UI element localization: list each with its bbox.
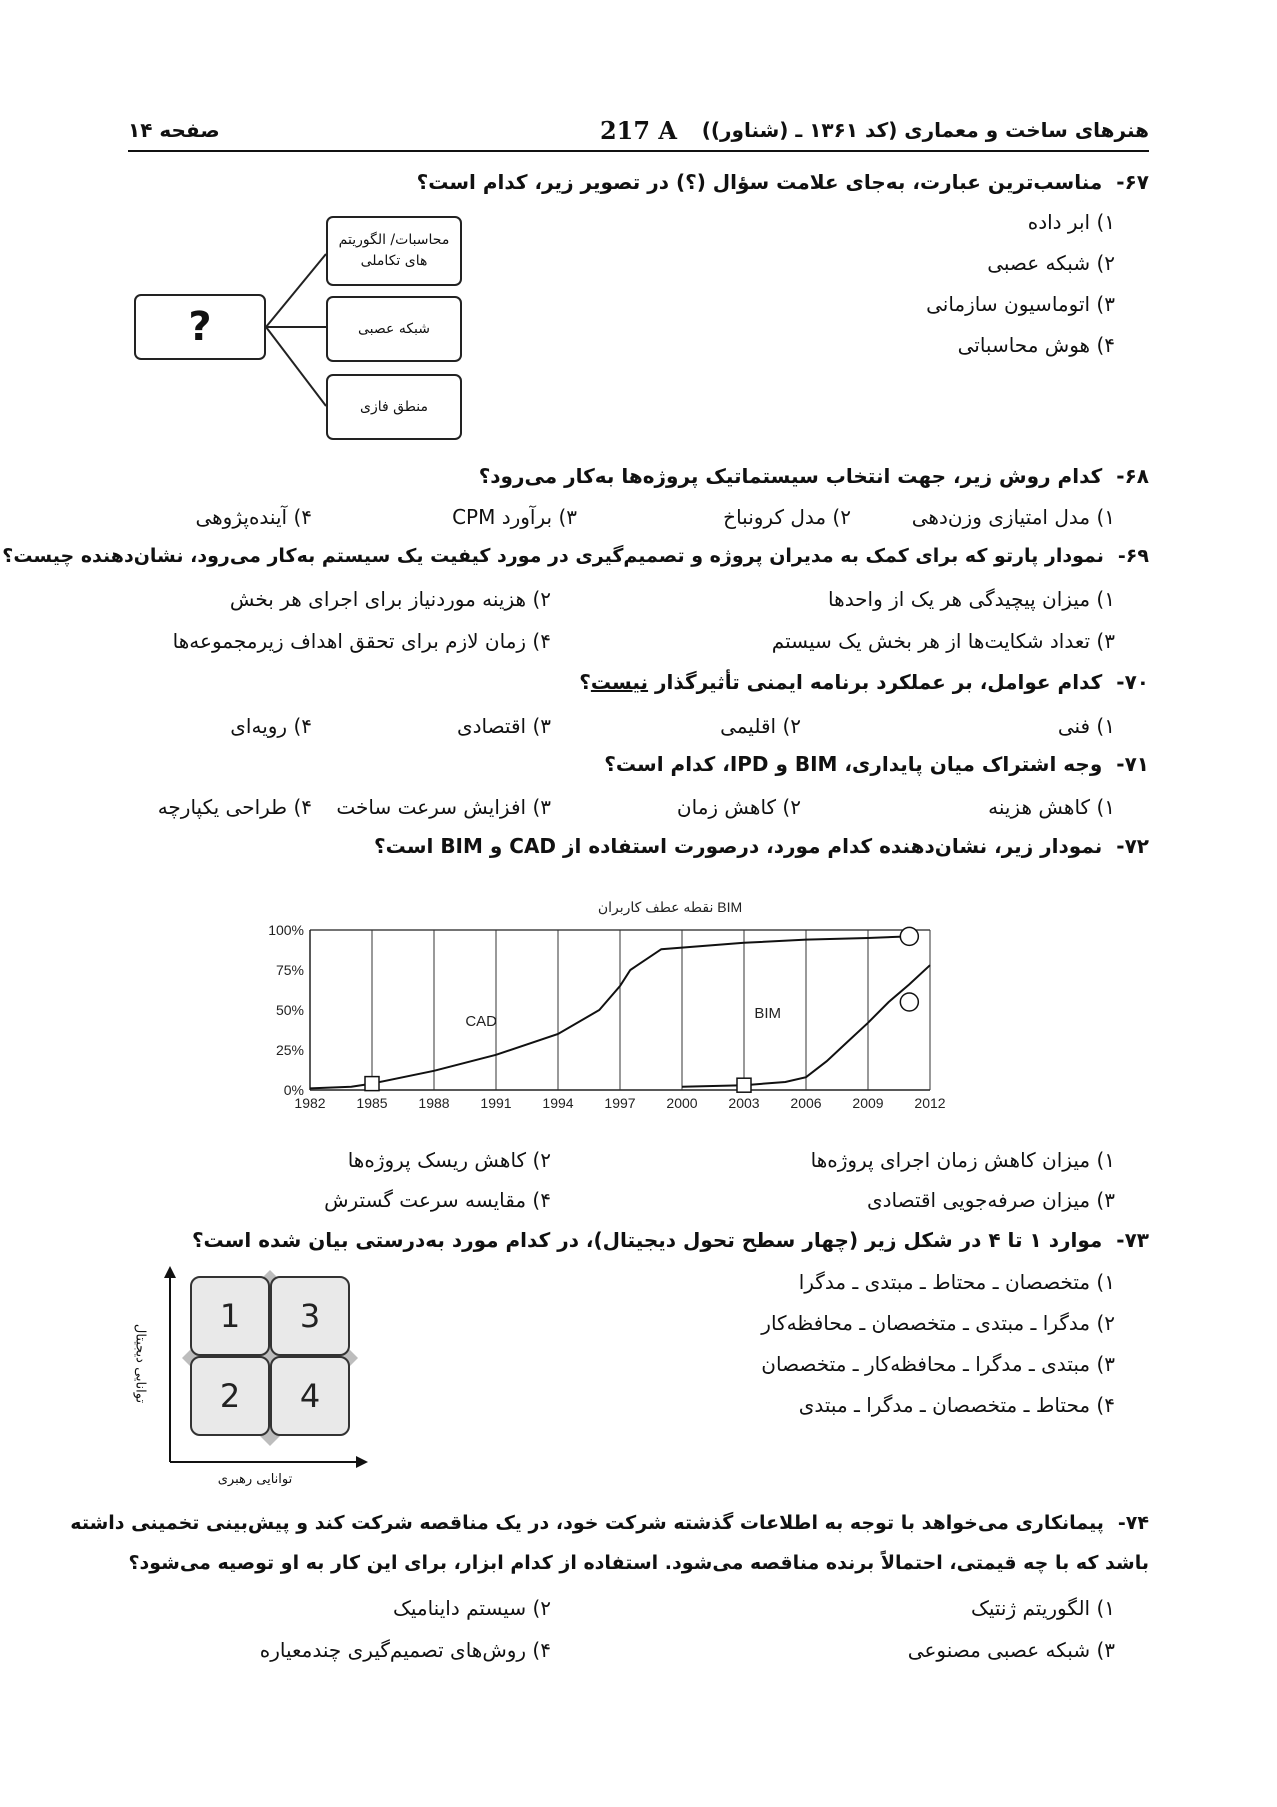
x-tick-label: 1985 [356,1095,388,1111]
option-3[interactable]: ۳) تعداد شکایت‌ها از هر بخش یک سیستم [771,629,1115,653]
y-axis-label: توانایی دیجیتال [132,1323,148,1404]
circle-marker [900,993,918,1011]
x-tick-label: 2003 [728,1095,760,1111]
question-text: موارد ۱ تا ۴ در شکل زیر (چهار سطح تحول دیجیتال)، در کدام مورد به‌درستی بیان شده است؟ [191,1228,1103,1252]
x-tick-label: 2012 [914,1095,946,1111]
x-tick-label: 1982 [294,1095,326,1111]
option-3[interactable]: ۳) اتوماسیون سازمانی [926,292,1115,316]
option-1[interactable]: ۱) کاهش هزینه [988,795,1115,819]
option-2[interactable]: ۲) مدل کرونباخ [723,505,851,529]
question-text-line1: پیمانکاری می‌خواهد با توجه به اطلاعات گذشته شرکت خود، در یک مناقصه شرکت کند و پیش‌بینی تخمینی داشته [70,1512,1104,1534]
option-4[interactable]: ۴) روش‌های تصمیم‌گیری چندمعیاره [259,1638,551,1662]
question-text: نمودار زیر، نشان‌دهنده کدام مورد، درصورت استفاده از CAD و BIM است؟ [374,834,1103,858]
question-text: مناسب‌ترین عبارت، به‌جای علامت سؤال (؟) در تصویر زیر، کدام است؟ [416,170,1103,194]
question-72 [374,834,1149,858]
question-number: ۷۰- [1116,670,1149,694]
exam-title: هنرهای ساخت و معماری (کد ۱۳۶۱ ـ (شناور)) [701,118,1149,142]
quadrant-1: 1 [190,1276,270,1356]
question-number: ۷۲- [1116,834,1149,858]
square-marker [365,1077,379,1091]
ai-diagram [128,212,468,442]
option-2[interactable]: ۲) سیستم داینامیک [392,1596,551,1620]
option-2[interactable]: ۲) کاهش زمان [676,795,801,819]
question-68 [479,464,1149,488]
option-2[interactable]: ۲) مدگرا ـ مبتدی ـ متخصصان ـ محافظه‌کار [761,1311,1115,1335]
x-tick-label: 1991 [480,1095,512,1111]
question-74-line2: باشد که با چه قیمتی، احتمالاً برنده مناقصه می‌شود. استفاده از کدام ابزار، برای این کار به او توصیه می‌شود؟ [128,1552,1149,1574]
unknown-box: ? [134,294,266,360]
cad-bim-chart [250,890,970,1122]
question-text: کدام روش زیر، جهت انتخاب سیستماتیک پروژه‌ها به‌کار می‌رود؟ [478,464,1103,488]
y-tick-label: 25% [275,1042,304,1058]
option-1[interactable]: ۱) میزان پیچیدگی هر یک از واحدها [828,587,1115,611]
y-tick-label: 75% [275,962,304,978]
question-73 [192,1228,1149,1252]
question-text: کدام عوامل، بر عملکرد برنامه ایمنی تأثیرگذار [655,670,1103,694]
x-axis-label: توانایی رهبری [217,1472,293,1487]
option-1[interactable]: ۱) فنی [1057,714,1115,738]
option-1[interactable]: ۱) مدل امتیازی وزن‌دهی [911,505,1115,529]
x-tick-label: 2006 [790,1095,822,1111]
exam-code: 217 A [599,116,678,145]
option-1[interactable]: ۱) ابر داده [1027,210,1115,234]
option-4[interactable]: ۴) آینده‌پژوهی [195,505,312,529]
quadrant-3: 3 [270,1276,350,1356]
option-1[interactable]: ۱) متخصصان ـ محتاط ـ مبتدی ـ مدگرا [798,1270,1115,1294]
question-number: ۷۴- [1117,1512,1149,1534]
option-2[interactable]: ۲) کاهش ریسک پروژه‌ها [347,1148,551,1172]
option-4[interactable]: ۴) طراحی یکپارچه [157,795,312,819]
page-header [128,118,1149,152]
option-2[interactable]: ۲) اقلیمی [720,714,801,738]
option-3[interactable]: ۳) مبتدی ـ مدگرا ـ محافظه‌کار ـ متخصصان [761,1352,1115,1376]
square-marker [737,1078,751,1092]
x-tick-label: 1997 [604,1095,636,1111]
question-69 [2,545,1149,567]
x-tick-label: 2000 [666,1095,698,1111]
y-tick-label: 100% [268,922,304,938]
question-text: نمودار پارتو که برای کمک به مدیران پروژه و تصمیم‌گیری در مورد کیفیت یک سیستم به‌کار می‌رود، نشان‌دهنده چیست؟ [2,545,1104,567]
option-4[interactable]: ۴) محتاط ـ متخصصان ـ مدگرا ـ مبتدی [798,1393,1115,1417]
option-4[interactable]: ۴) هوش محاسباتی [957,333,1115,357]
option-2[interactable]: ۲) هزینه موردنیاز برای اجرای هر بخش [229,587,551,611]
question-67 [417,170,1149,194]
box-label-line1: محاسبات/ الگوریتم [338,232,450,248]
question-number: ۶۸- [1116,464,1149,488]
evolutionary-algorithms-box [326,216,462,286]
option-4[interactable]: ۴) رویه‌ای [230,714,312,738]
series-label-cad: CAD [465,1013,498,1030]
option-4[interactable]: ۴) زمان لازم برای تحقق اهداف زیرمجموعه‌ها [172,629,551,653]
x-tick-label: 2009 [852,1095,884,1111]
question-mark: ؟ [579,670,591,694]
question-number: ۷۱- [1116,752,1149,776]
option-3[interactable]: ۳) اقتصادی [456,714,551,738]
digital-transformation-matrix [120,1262,380,1494]
question-number: ۶۷- [1116,170,1149,194]
circle-marker [900,927,918,945]
fuzzy-logic-box: منطق فازی [326,374,462,440]
chart-canvas [250,890,970,1122]
option-3[interactable]: ۳) برآورد CPM [452,505,577,529]
question-74 [70,1512,1149,1534]
question-number: ۶۹- [1117,545,1149,567]
option-1[interactable]: ۱) الگوریتم ژنتیک [970,1596,1115,1620]
question-71 [604,752,1149,776]
underlined-word: نیست [590,670,649,694]
option-3[interactable]: ۳) افزایش سرعت ساخت [336,795,551,819]
option-3[interactable]: ۳) شبکه عصبی مصنوعی [907,1638,1115,1662]
option-4[interactable]: ۴) مقایسه سرعت گسترش [324,1188,551,1212]
question-number: ۷۳- [1116,1228,1149,1252]
box-label-line2: های تکاملی [360,253,428,269]
neural-network-box: شبکه عصبی [326,296,462,362]
y-tick-label: 0% [283,1082,304,1098]
question-70 [579,670,1149,694]
quadrant-4: 4 [270,1356,350,1436]
x-tick-label: 1988 [418,1095,450,1111]
question-text: وجه اشتراک میان پایداری، BIM و IPD، کدام است؟ [604,752,1103,776]
option-2[interactable]: ۲) شبکه عصبی [987,251,1115,275]
option-1[interactable]: ۱) میزان کاهش زمان اجرای پروژه‌ها [810,1148,1115,1172]
series-label-bim: BIM [754,1005,782,1022]
x-tick-label: 1994 [542,1095,574,1111]
page-number: صفحه ۱۴ [128,118,220,142]
chart-title: نقطه عطف کاربران BIM [597,899,743,915]
y-tick-label: 50% [275,1002,304,1018]
quadrant-2: 2 [190,1356,270,1436]
option-3[interactable]: ۳) میزان صرفه‌جویی اقتصادی [866,1188,1115,1212]
